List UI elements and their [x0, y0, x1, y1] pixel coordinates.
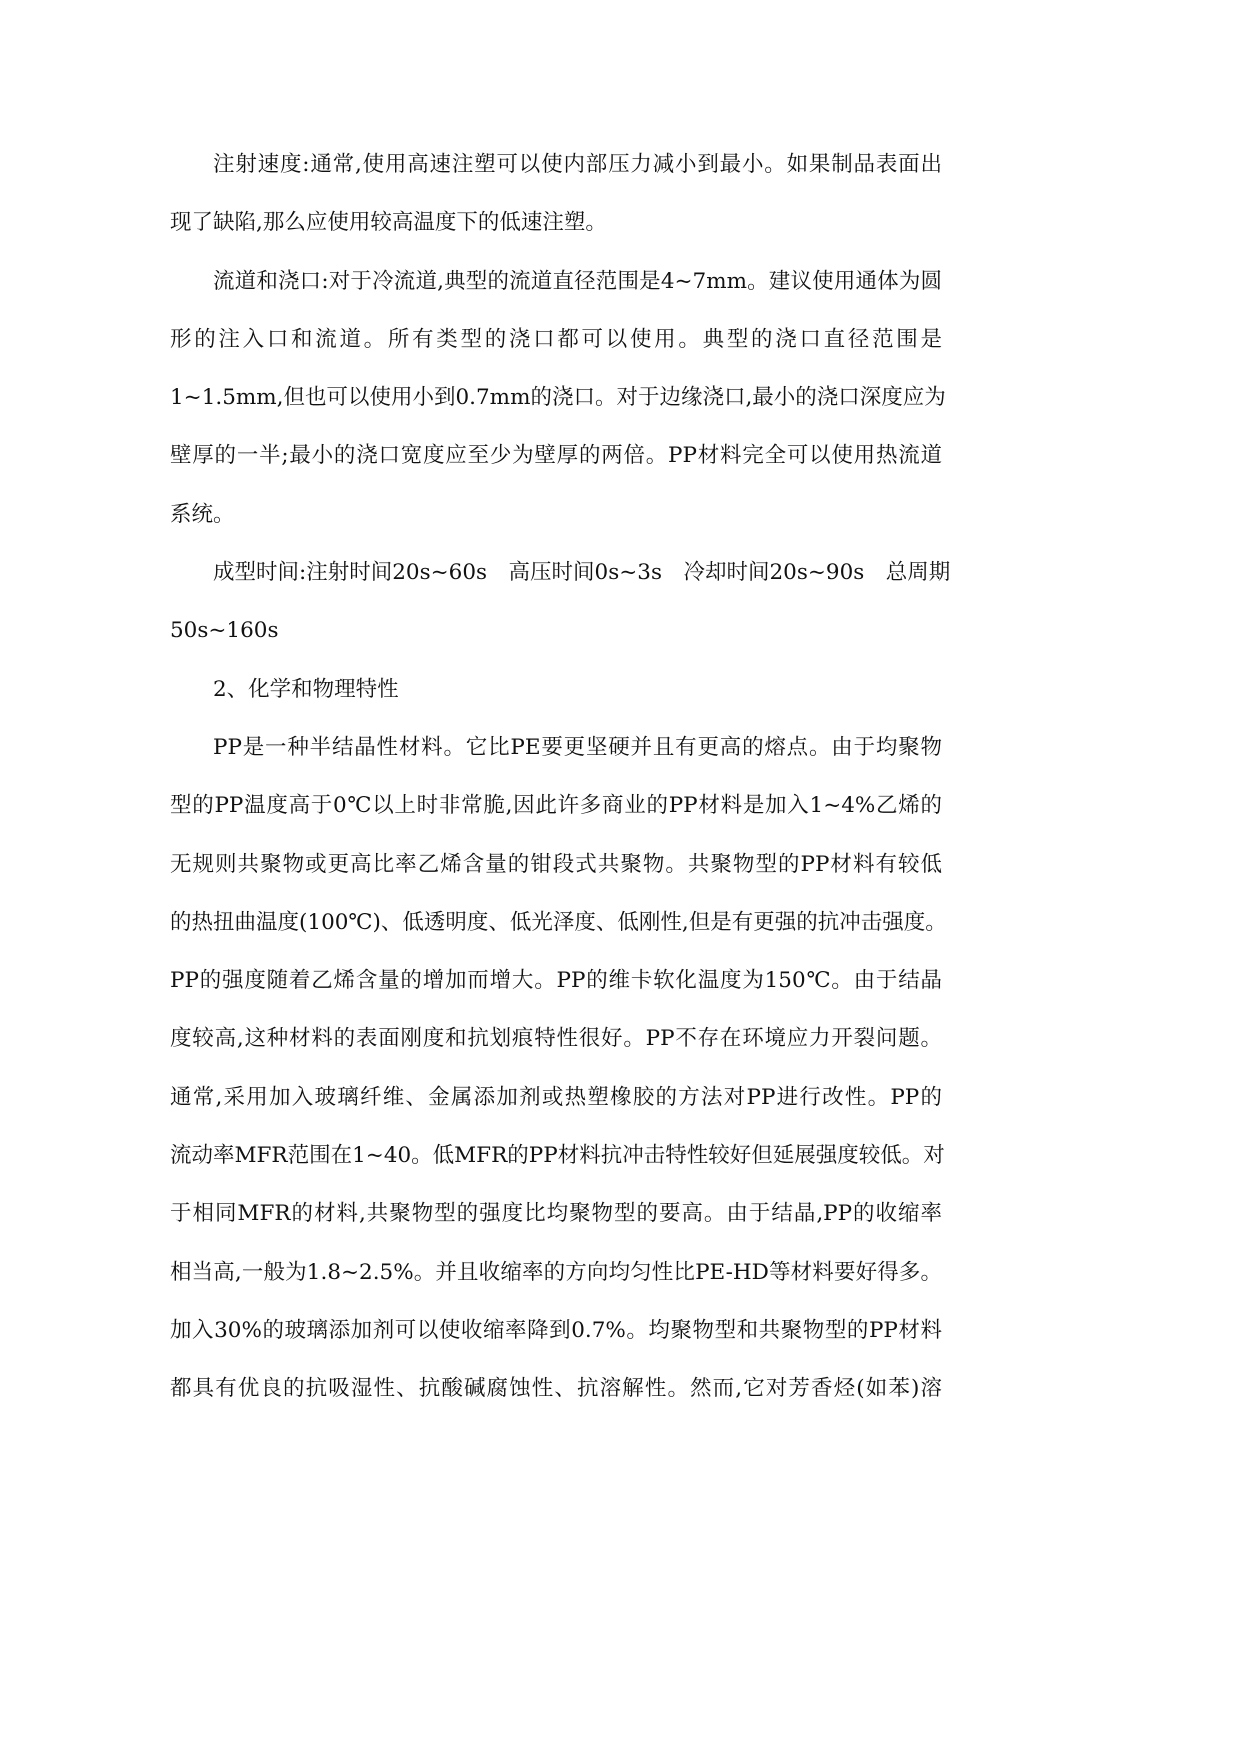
text-line: 2、化学和物理特性: [213, 676, 399, 702]
text-line: 50s~160s: [170, 618, 279, 644]
text-line: PP的强度随着乙烯含量的增加而增大。PP的维卡软化温度为150℃。由于结晶: [170, 968, 942, 994]
text-line: 都具有优良的抗吸湿性、抗酸碱腐蚀性、抗溶解性。然而,它对芳香烃(如苯)溶: [170, 1376, 942, 1402]
text-line: 现了缺陷,那么应使用较高温度下的低速注塑。: [170, 210, 607, 236]
text-line: PP是一种半结晶性材料。它比PE要更坚硬并且有更高的熔点。由于均聚物: [213, 734, 942, 760]
text-line: 相当高,一般为1.8~2.5%。并且收缩率的方向均匀性比PE-HD等材料要好得多。: [170, 1259, 942, 1285]
text-line: 注射速度:通常,使用高速注塑可以使内部压力减小到最小。如果制品表面出: [213, 152, 942, 177]
text-line: 无规则共聚物或更高比率乙烯含量的钳段式共聚物。共聚物型的PP材料有较低: [170, 851, 942, 877]
text-line: 度较高,这种材料的表面刚度和抗划痕特性很好。PP不存在环境应力开裂问题。: [170, 1026, 942, 1052]
text-line: 通常,采用加入玻璃纤维、金属添加剂或热塑橡胶的方法对PP进行改性。PP的: [170, 1084, 942, 1110]
text-line: 系统。: [170, 501, 235, 527]
text-line: 型的PP温度高于0℃以上时非常脆,因此许多商业的PP材料是加入1~4%乙烯的: [170, 793, 942, 819]
text-line: 流道和浇口:对于冷流道,典型的流道直径范围是4~7mm。建议使用通体为圆: [213, 268, 942, 294]
text-line: 流动率MFR范围在1~40。低MFR的PP材料抗冲击特性较好但延展强度较低。对: [170, 1143, 945, 1169]
text-line: 加入30%的玻璃添加剂可以使收缩率降到0.7%。均聚物型和共聚物型的PP材料: [170, 1317, 942, 1343]
text-line: 于相同MFR的材料,共聚物型的强度比均聚物型的要高。由于结晶,PP的收缩率: [170, 1201, 942, 1227]
text-line: 壁厚的一半;最小的浇口宽度应至少为壁厚的两倍。PP材料完全可以使用热流道: [170, 443, 942, 469]
text-line: 成型时间:注射时间20s~60s 高压时间0s~3s 冷却时间20s~90s 总周期: [213, 560, 951, 586]
text-line: 1~1.5mm,但也可以使用小到0.7mm的浇口。对于边缘浇口,最小的浇口深度应为: [170, 385, 946, 411]
text-line: 的热扭曲温度(100℃)、低透明度、低光泽度、低刚性,但是有更强的抗冲击强度。: [170, 909, 947, 935]
text-line: 形的注入口和流道。所有类型的浇口都可以使用。典型的浇口直径范围是: [170, 326, 942, 352]
document-page: [170, 147, 951, 1430]
